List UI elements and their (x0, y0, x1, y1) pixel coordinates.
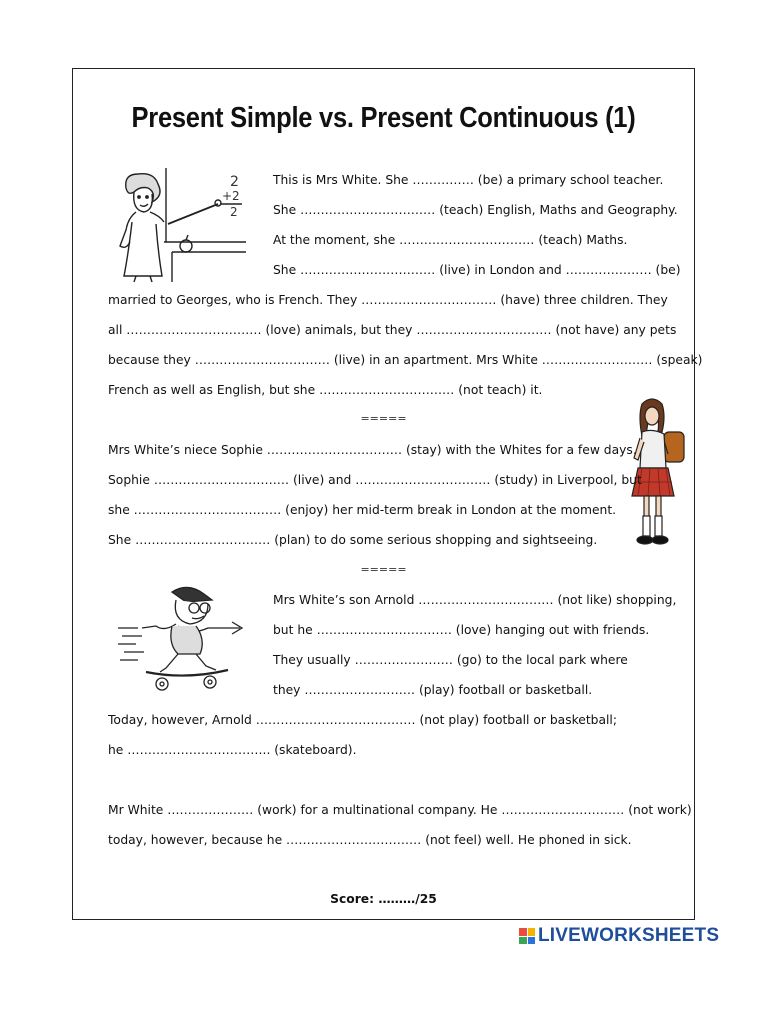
exercise-line: She …………………………… (plan) to do some serious shopping and sightseeing. (108, 533, 598, 547)
exercise-line: married to Georges, who is French. They …………………………… (have) three children. They (108, 293, 668, 307)
section-separator: ===== (360, 563, 407, 576)
exercise-line: she ……………………………… (enjoy) her mid-term break in London at the moment. (108, 503, 617, 517)
exercise-line: Mrs White’s son Arnold …………………………… (not like) shopping, (273, 593, 677, 607)
skateboarder-illustration (116, 584, 248, 696)
exercise-line: today, however, because he …………………………… (not feel) well. He phoned in sick. (108, 833, 632, 847)
svg-text:2: 2 (230, 205, 238, 219)
brand-square-icon (528, 928, 536, 936)
brand-square-icon (528, 937, 536, 945)
exercise-line: Today, however, Arnold ………………………………… (not play) football or basketball; (108, 713, 617, 727)
exercise-line: Sophie …………………………… (live) and …………………………… (study) in Liverpool, but (108, 473, 642, 487)
teacher-illustration (106, 166, 248, 284)
exercise-line: he …………………………….. (skateboard). (108, 743, 357, 757)
brand-square-icon (519, 928, 527, 936)
score-label: Score: ………/25 (330, 892, 437, 906)
exercise-line: Mrs White’s niece Sophie …………………………… (stay) with the Whites for a few days. (108, 443, 637, 457)
exercise-line: This is Mrs White. She …………… (be) a primary school teacher. (273, 173, 664, 187)
brand-grid-icon (519, 928, 535, 944)
liveworksheets-logo[interactable] (519, 925, 719, 947)
worksheet-title: Present Simple vs. Present Continuous (1) (131, 102, 636, 134)
exercise-line: At the moment, she …………………………… (teach) Maths. (273, 233, 628, 247)
exercise-line: French as well as English, but she …………………………… (not teach) it. (108, 383, 543, 397)
exercise-line: because they …………………………… (live) in an apartment. Mrs White ……………………… (speak) (108, 353, 703, 367)
exercise-line: they ……………………… (play) football or basketball. (273, 683, 593, 697)
brand-name: LIVEWORKSHEETS (538, 925, 720, 946)
exercise-line: She …………………………… (teach) English, Maths and Geography. (273, 203, 678, 217)
exercise-line: Mr White ………………… (work) for a multinational company. He ………………………… (not work) (108, 803, 692, 817)
section-separator: ===== (360, 412, 407, 425)
brand-square-icon (519, 937, 527, 945)
exercise-line: She …………………………… (live) in London and ………………… (be) (273, 263, 681, 277)
exercise-line: They usually …………………… (go) to the local park where (273, 653, 628, 667)
svg-text:+2: +2 (222, 189, 240, 203)
exercise-line: but he …………………………… (love) hanging out with friends. (273, 623, 650, 637)
exercise-line: all …………………………… (love) animals, but they …………………………… (not have) any pets (108, 323, 677, 337)
svg-text:2: 2 (230, 174, 239, 190)
